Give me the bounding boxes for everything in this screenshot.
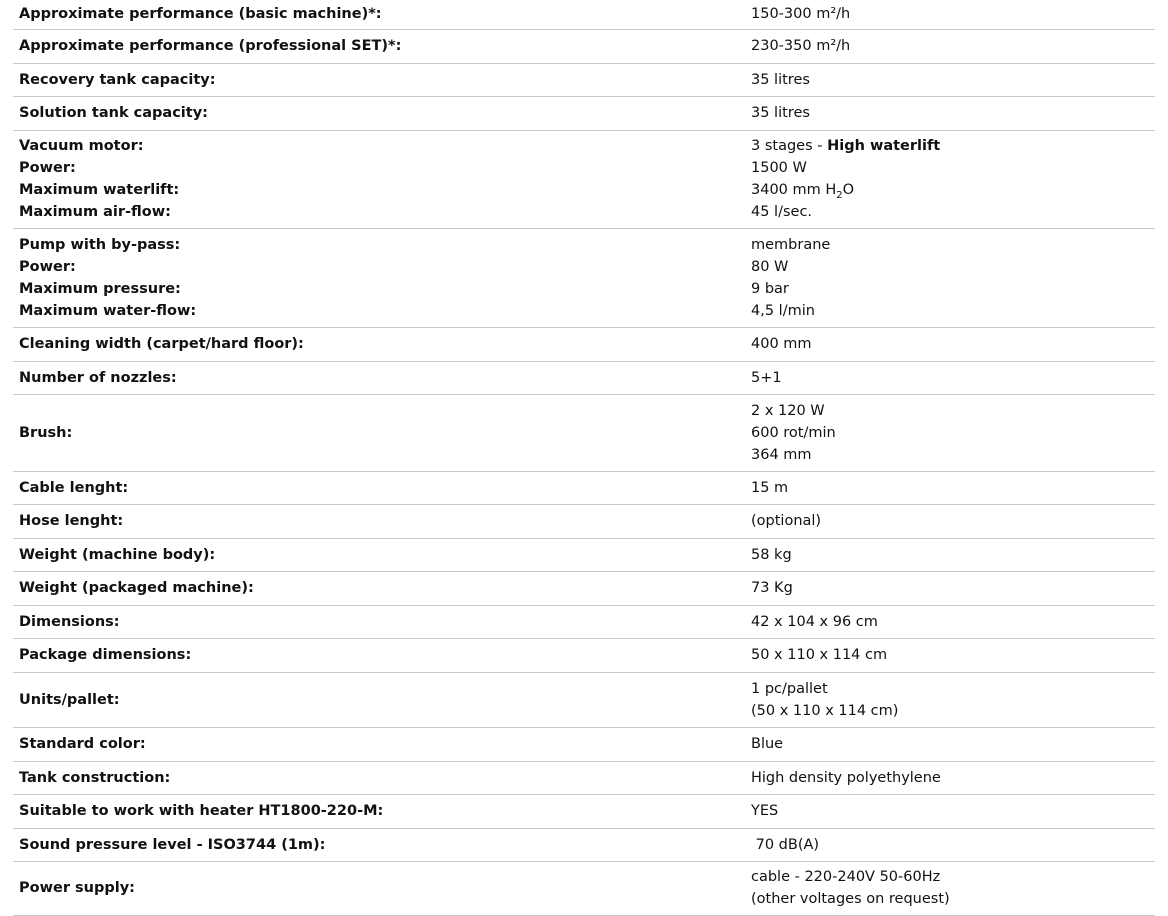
spec-label: Brush: xyxy=(19,424,73,441)
spec-value xyxy=(751,179,1155,201)
spec-value xyxy=(751,35,1155,57)
spec-row xyxy=(13,828,1155,861)
spec-value xyxy=(751,256,1155,278)
spec-value-cell xyxy=(751,130,1155,228)
spec-value-text: 1 pc/pallet xyxy=(751,680,828,697)
spec-label: Package dimensions: xyxy=(19,647,192,663)
spec-table-body xyxy=(13,0,1155,915)
spec-value-text: 50 x 110 x 114 cm xyxy=(751,647,888,663)
spec-value-text: (other voltages on request) xyxy=(751,891,950,907)
spec-label-cell xyxy=(13,538,751,571)
spec-row xyxy=(13,538,1155,571)
spec-value-text: 9 bar xyxy=(751,280,789,297)
spec-value xyxy=(751,300,1155,322)
spec-label: Power supply: xyxy=(19,880,135,896)
spec-label-cell xyxy=(13,794,751,828)
spec-label: Cable lenght: xyxy=(19,479,129,496)
spec-label-cell xyxy=(13,327,751,361)
spec-label: Maximum water-flow: xyxy=(19,302,197,319)
spec-value-text: membrane xyxy=(751,236,831,253)
spec-value-cell xyxy=(751,538,1155,571)
spec-label: Vacuum motor: xyxy=(19,138,144,154)
spec-value xyxy=(751,733,1155,755)
spec-value-text: 58 kg xyxy=(751,546,792,563)
spec-row xyxy=(13,228,1155,327)
spec-label-cell xyxy=(13,571,751,605)
spec-value-text: 1500 W xyxy=(751,160,807,176)
spec-row xyxy=(13,761,1155,794)
spec-value-text: 600 rot/min xyxy=(751,424,836,441)
spec-value-text: 73 Kg xyxy=(751,580,793,596)
spec-table xyxy=(13,0,1155,916)
spec-label-cell xyxy=(13,29,751,63)
spec-label-cell xyxy=(13,828,751,861)
spec-value xyxy=(751,678,1155,700)
spec-value-cell xyxy=(751,794,1155,828)
spec-value xyxy=(751,700,1155,722)
spec-value xyxy=(751,367,1155,389)
spec-value xyxy=(751,234,1155,256)
spec-label-cell xyxy=(13,96,751,130)
spec-label-cell xyxy=(13,504,751,538)
spec-value-subscript: 2 xyxy=(836,189,843,201)
spec-row xyxy=(13,327,1155,361)
spec-value-text: 5+1 xyxy=(751,369,782,386)
spec-value-text: 230-350 m²/h xyxy=(751,38,851,54)
spec-label-cell xyxy=(13,228,751,327)
spec-value-cell xyxy=(751,327,1155,361)
spec-value xyxy=(751,544,1155,566)
spec-value xyxy=(751,333,1155,355)
spec-value xyxy=(751,510,1155,532)
spec-label: Dimensions: xyxy=(19,613,120,630)
spec-value-cell xyxy=(751,471,1155,504)
spec-value-text: High density polyethylene xyxy=(751,769,941,786)
spec-value xyxy=(751,69,1155,91)
spec-label-cell xyxy=(13,605,751,638)
spec-value xyxy=(751,135,1155,157)
spec-label-cell xyxy=(13,130,751,228)
spec-value xyxy=(751,422,1155,444)
spec-value xyxy=(751,102,1155,124)
spec-value-cell xyxy=(751,96,1155,130)
spec-label-cell xyxy=(13,672,751,727)
spec-row xyxy=(13,571,1155,605)
spec-label-cell xyxy=(13,63,751,96)
spec-value-text: 70 dB(A) xyxy=(751,836,820,853)
spec-label: Power: xyxy=(19,160,76,176)
spec-value-cell xyxy=(751,228,1155,327)
spec-value-text: 80 W xyxy=(751,258,789,275)
spec-value-text: 35 litres xyxy=(751,71,810,88)
spec-label-cell xyxy=(13,471,751,504)
spec-value-text: 2 x 120 W xyxy=(751,402,825,419)
spec-value xyxy=(751,444,1155,466)
spec-label-cell xyxy=(13,727,751,761)
spec-label: Maximum air-flow: xyxy=(19,204,171,220)
spec-value-cell xyxy=(751,29,1155,63)
spec-value-suffix: O xyxy=(842,182,855,198)
spec-value xyxy=(751,834,1155,856)
spec-label: Pump with by-pass: xyxy=(19,236,181,253)
spec-row xyxy=(13,794,1155,828)
spec-value xyxy=(751,3,1155,25)
spec-row xyxy=(13,96,1155,130)
spec-value xyxy=(751,278,1155,300)
spec-value-cell xyxy=(751,0,1155,29)
spec-value-emphasis: High waterlift xyxy=(827,138,941,154)
spec-label: Number of nozzles: xyxy=(19,369,177,386)
spec-row xyxy=(13,29,1155,63)
spec-row xyxy=(13,394,1155,471)
spec-row xyxy=(13,63,1155,96)
spec-row xyxy=(13,0,1155,29)
spec-value-text: cable - 220-240V 50-60Hz xyxy=(751,869,941,885)
spec-value xyxy=(751,888,1155,910)
spec-label: Sound pressure level - ISO3744 (1m): xyxy=(19,836,326,853)
spec-value xyxy=(751,800,1155,822)
spec-value xyxy=(751,400,1155,422)
spec-label-cell xyxy=(13,0,751,29)
spec-row xyxy=(13,638,1155,672)
spec-label: Approximate performance (basic machine)*: xyxy=(19,6,382,23)
spec-label: Weight (packaged machine): xyxy=(19,580,254,596)
spec-label: Weight (machine body): xyxy=(19,546,216,563)
spec-value-text: YES xyxy=(751,803,779,819)
spec-value-cell xyxy=(751,761,1155,794)
spec-value-text: 42 x 104 x 96 cm xyxy=(751,613,878,630)
spec-value-cell xyxy=(751,828,1155,861)
spec-value xyxy=(751,577,1155,599)
spec-label-cell xyxy=(13,361,751,394)
spec-row xyxy=(13,471,1155,504)
spec-row xyxy=(13,605,1155,638)
spec-row xyxy=(13,130,1155,228)
spec-value-text: 3400 mm H xyxy=(751,182,837,198)
spec-value-cell xyxy=(751,638,1155,672)
spec-value-cell xyxy=(751,672,1155,727)
spec-value xyxy=(751,201,1155,223)
spec-value-cell xyxy=(751,605,1155,638)
spec-value-text: 400 mm xyxy=(751,336,812,352)
spec-value-text: (optional) xyxy=(751,513,822,529)
spec-label: Power: xyxy=(19,258,76,275)
spec-value-text: 3 stages - xyxy=(751,138,828,154)
spec-label: Hose lenght: xyxy=(19,513,124,529)
spec-value-cell xyxy=(751,861,1155,915)
spec-row xyxy=(13,504,1155,538)
spec-label-cell xyxy=(13,394,751,471)
spec-label: Units/pallet: xyxy=(19,691,120,708)
spec-value xyxy=(751,611,1155,633)
spec-label-cell xyxy=(13,861,751,915)
spec-label-cell xyxy=(13,761,751,794)
spec-label: Recovery tank capacity: xyxy=(19,71,216,88)
spec-value-cell xyxy=(751,361,1155,394)
spec-row xyxy=(13,861,1155,915)
spec-label: Cleaning width (carpet/hard floor): xyxy=(19,336,304,352)
spec-value-text: 45 l/sec. xyxy=(751,204,813,220)
spec-label: Tank construction: xyxy=(19,769,171,786)
spec-value-text: 35 litres xyxy=(751,105,810,121)
spec-row xyxy=(13,361,1155,394)
spec-value-text: (50 x 110 x 114 cm) xyxy=(751,702,899,719)
spec-label: Approximate performance (professional SET)*: xyxy=(19,38,402,54)
spec-value-text: 150-300 m²/h xyxy=(751,6,851,23)
spec-label-cell xyxy=(13,638,751,672)
spec-value-cell xyxy=(751,571,1155,605)
spec-value-text: 364 mm xyxy=(751,446,812,463)
spec-value xyxy=(751,477,1155,499)
spec-value xyxy=(751,644,1155,666)
spec-row xyxy=(13,727,1155,761)
spec-value-text: 15 m xyxy=(751,479,789,496)
spec-value xyxy=(751,157,1155,179)
spec-value xyxy=(751,767,1155,789)
spec-label: Maximum pressure: xyxy=(19,280,181,297)
spec-value xyxy=(751,866,1155,888)
spec-row xyxy=(13,672,1155,727)
spec-label: Suitable to work with heater HT1800-220-M: xyxy=(19,803,384,819)
spec-label: Solution tank capacity: xyxy=(19,105,208,121)
spec-label: Maximum waterlift: xyxy=(19,182,180,198)
spec-value-cell xyxy=(751,63,1155,96)
spec-value-cell xyxy=(751,504,1155,538)
spec-value-cell xyxy=(751,394,1155,471)
spec-label: Standard color: xyxy=(19,736,146,752)
spec-value-text: Blue xyxy=(751,736,784,752)
spec-value-text: 4,5 l/min xyxy=(751,302,815,319)
spec-value-cell xyxy=(751,727,1155,761)
